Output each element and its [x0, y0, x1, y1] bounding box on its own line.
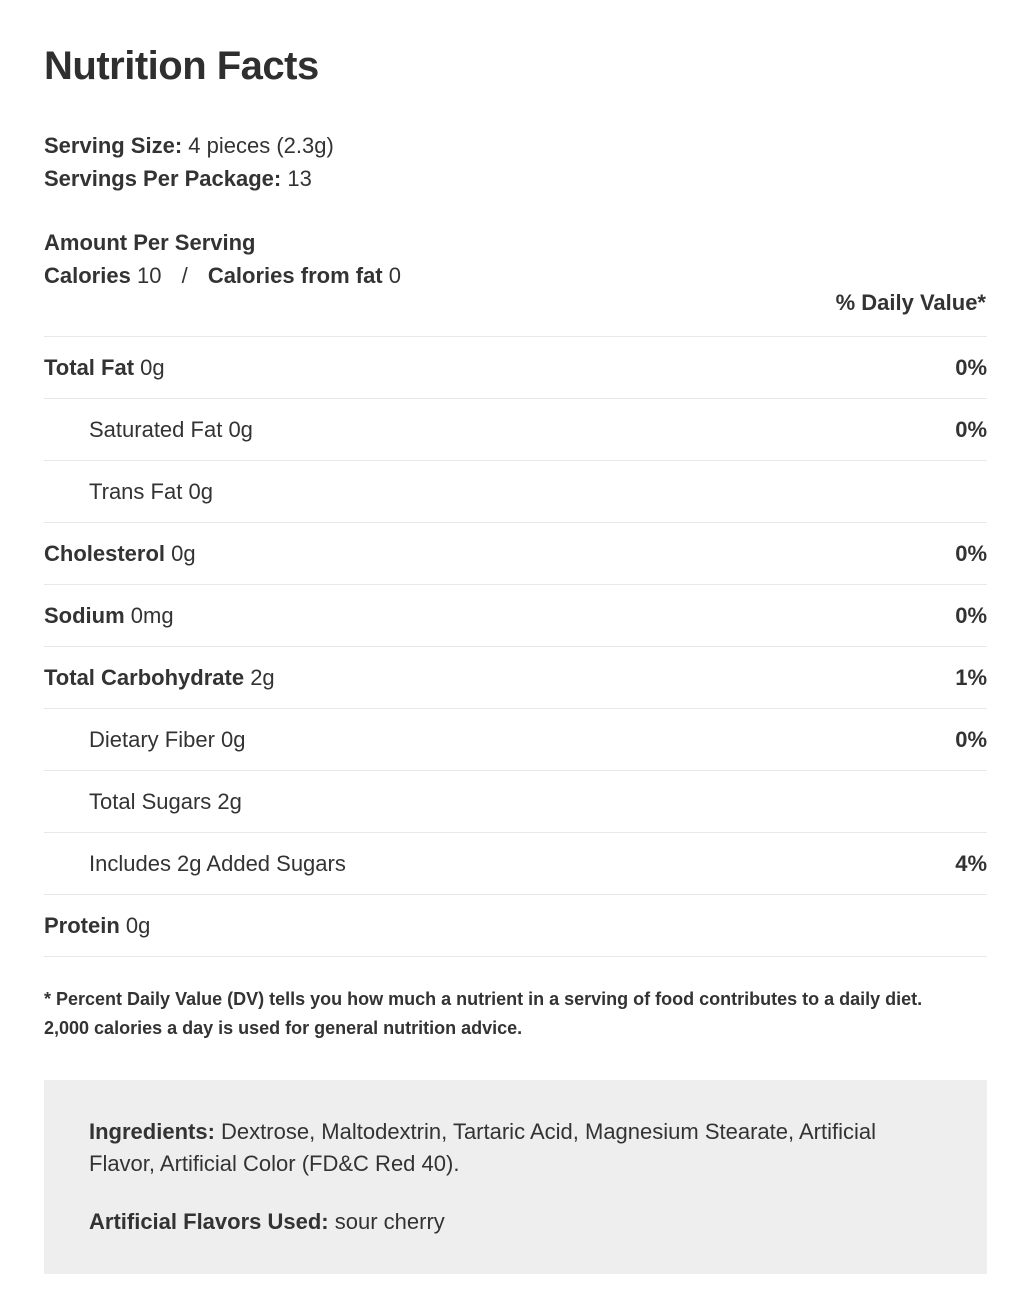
footnote-line-1: * Percent Daily Value (DV) tells you how much a nutrient in a serving of food contributes to a daily diet. — [44, 989, 923, 1009]
ingredients-box — [44, 1080, 987, 1274]
ingredients-label: Ingredients: — [89, 1119, 215, 1144]
calories-label: Calories — [44, 263, 131, 288]
nutrient-row — [44, 647, 987, 709]
nutrient-name: Total Fat — [44, 354, 135, 380]
nutrient-name: Trans Fat — [89, 478, 183, 504]
ingredients-paragraph — [89, 1116, 942, 1180]
amount-heading: Amount Per Serving — [44, 230, 256, 255]
nutrient-daily-value: 0% — [955, 416, 987, 442]
nutrient-row — [44, 771, 987, 833]
nutrient-row — [44, 895, 987, 957]
artificial-flavors-label: Artificial Flavors Used: — [89, 1209, 329, 1234]
nutrient-label — [44, 789, 242, 815]
nutrient-amount: 2g — [217, 788, 242, 814]
nutrient-label — [44, 851, 346, 877]
nutrient-amount: 0g — [228, 416, 253, 442]
nutrient-daily-value: 0% — [955, 726, 987, 752]
nutrient-name: Cholesterol — [44, 540, 166, 566]
nutrient-label — [44, 355, 165, 381]
nutrient-name: Total Carbohydrate — [44, 664, 245, 690]
nutrient-label — [44, 913, 150, 939]
nutrient-label — [44, 417, 253, 443]
amount-per-serving — [44, 226, 401, 292]
nutrient-name: Dietary Fiber — [89, 726, 215, 752]
servings-per-package-label: Servings Per Package: — [44, 166, 282, 191]
nutrient-daily-value: 0% — [955, 602, 987, 628]
serving-size-label: Serving Size: — [44, 133, 183, 158]
nutrient-label — [44, 479, 213, 505]
calories-value: 10 — [136, 263, 162, 288]
calories-line — [44, 259, 401, 292]
nutrient-amount: 2g — [250, 664, 275, 690]
nutrient-name: Sodium — [44, 602, 125, 628]
nutrient-daily-value: 0% — [955, 354, 987, 380]
daily-value-header: % Daily Value* — [835, 290, 986, 315]
nutrient-amount: 0g — [221, 726, 246, 752]
nutrient-amount: 0g — [171, 540, 196, 566]
nutrient-amount: 0g — [125, 912, 151, 938]
artificial-flavors-text: sour cherry — [334, 1209, 445, 1234]
nutrient-row — [44, 833, 987, 895]
nutrient-label — [44, 665, 275, 691]
page-title: Nutrition Facts — [44, 44, 319, 88]
nutrient-name: Total Sugars — [89, 788, 212, 814]
nutrient-row — [44, 461, 987, 523]
artificial-flavors-paragraph — [89, 1206, 942, 1238]
nutrient-amount: 0g — [140, 354, 165, 380]
calories-from-fat-label: Calories from fat — [207, 263, 383, 288]
nutrient-row — [44, 585, 987, 647]
nutrient-row — [44, 709, 987, 771]
serving-size — [44, 129, 334, 162]
nutrient-row — [44, 399, 987, 461]
nutrient-table — [44, 336, 987, 957]
nutrient-name: Protein — [44, 912, 120, 938]
servings-per-package-value: 13 — [287, 166, 312, 191]
calories-separator: / — [181, 263, 188, 288]
nutrient-row — [44, 337, 987, 399]
nutrient-name: Saturated Fat — [89, 416, 223, 442]
footnote — [44, 985, 987, 1043]
nutrient-row — [44, 523, 987, 585]
nutrient-label — [44, 541, 196, 567]
serving-info — [44, 129, 334, 195]
nutrient-daily-value: 4% — [955, 850, 987, 876]
serving-size-value: 4 pieces (2.3g) — [188, 133, 334, 158]
nutrient-daily-value: 1% — [955, 664, 987, 690]
footnote-line-2: 2,000 calories a day is used for general nutrition advice. — [44, 1018, 523, 1038]
nutrient-daily-value: 0% — [955, 540, 987, 566]
nutrient-amount: 0mg — [130, 602, 174, 628]
nutrient-label — [44, 603, 174, 629]
calories-from-fat-value: 0 — [388, 263, 402, 288]
nutrient-name: Includes 2g Added Sugars — [89, 850, 346, 876]
nutrient-amount: 0g — [188, 478, 213, 504]
servings-per-package — [44, 162, 334, 195]
ingredients-text: Dextrose, Maltodextrin, Tartaric Acid, Magnesium Stearate, Artificial Flavor, Artificial Color (FD&C Red 40). — [89, 1119, 877, 1176]
nutrient-label — [44, 727, 246, 753]
